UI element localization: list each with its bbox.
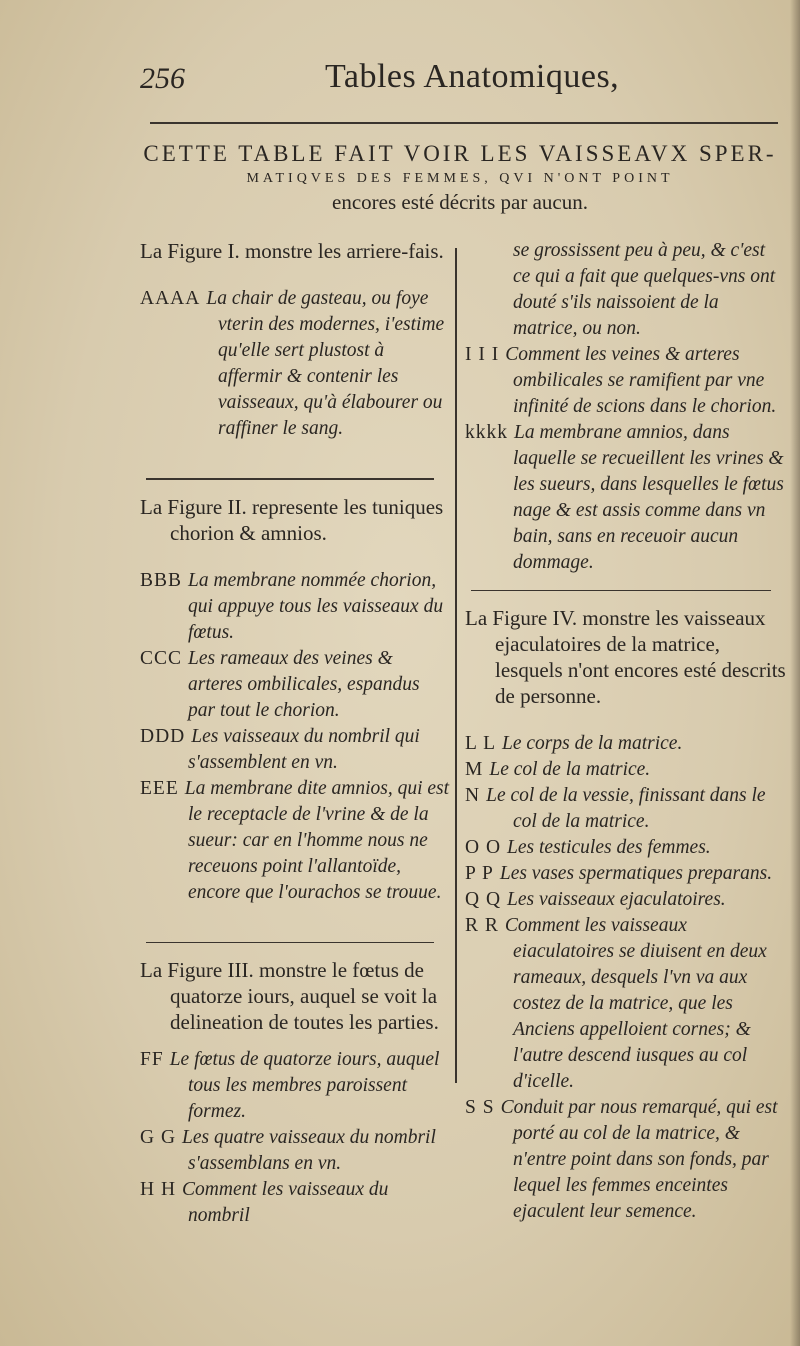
entry-key: kkkk [465, 422, 508, 443]
entry-text: Comment les vaisseaux eiaculatoires se diuisent en deux rameaux, desquels l'vn va aux costez de la matrice, que les Anciens appelloient cornes; & l'autre descend iusques au col d'icelle. [504, 915, 767, 1092]
figure-1-caption: La Figure I. monstre les arriere-fais. [140, 239, 444, 263]
entry-key: L L [465, 733, 496, 754]
entry-key: N [465, 785, 481, 806]
entry-text: Les quatre vaisseaux du nombril s'assemblans en vn. [182, 1127, 436, 1174]
entry-key: O O [465, 837, 502, 858]
legend-entry [140, 776, 450, 906]
legend-entry [465, 783, 787, 835]
figure-2-caption: La Figure II. represente les tuniques chorion & amnios. [140, 495, 444, 545]
figure-3-caption: La Figure III. monstre le fœtus de quatorze iours, auquel se voit la delineation de toutes les parties. [140, 958, 439, 1034]
entry-text: Les testicules des femmes. [507, 837, 711, 858]
legend-entry [140, 1177, 450, 1229]
entry-text: Les vaisseaux du nombril qui s'assemblent en vn. [188, 726, 420, 773]
left-column [140, 238, 450, 1229]
heading-line-1: CETTE TABLE FAIT VOIR LES VAISSEAVX SPER- [143, 141, 777, 166]
column-divider [455, 248, 457, 1083]
section-rule [471, 590, 771, 591]
heading-line-2: MATIQVES DES FEMMES, QVI N'ONT POINT [246, 171, 674, 186]
legend-entry [465, 913, 787, 1095]
entry-text: Conduit par nous remarqué, qui est porté au col de la matrice, & n'entre point dans son fonds, par lequel les femmes enceintes ejaculent leur semence. [500, 1097, 778, 1222]
running-head [140, 58, 780, 108]
legend-entry [140, 646, 450, 724]
entry-key: BBB [140, 570, 183, 591]
legend-entry [140, 1125, 450, 1177]
entry-key: I I I [465, 344, 500, 365]
entry-key: FF [140, 1049, 164, 1070]
heading-line-3: encores esté décrits par aucun. [332, 190, 588, 214]
figure-4-caption: La Figure IV. monstre les vaisseaux ejaculatoires de la matrice, lesquels n'ont encores esté descrits de personne. [465, 606, 786, 708]
entry-key: Q Q [465, 889, 502, 910]
entry-key: CCC [140, 648, 183, 669]
entry-key: AAAA [140, 288, 201, 309]
entry-key: G G [140, 1127, 177, 1148]
entry-key: M [465, 759, 484, 780]
entry-key: P P [465, 863, 494, 884]
legend-entry [465, 731, 787, 757]
page-number: 256 [140, 62, 185, 95]
entry-key: R R [465, 915, 499, 936]
legend-entry [140, 286, 450, 442]
entry-text: La membrane dite amnios, qui est le receptacle de l'vrine & de la sueur: car en l'homme nous ne receuons point l'allantoïde, encore que l'ourachos se trouue. [184, 778, 450, 903]
entry-text: Les vaisseaux ejaculatoires. [507, 889, 726, 910]
right-column [465, 238, 787, 1225]
running-title: Tables Anatomiques, [325, 58, 620, 95]
table-heading [135, 140, 785, 214]
entry-text: La membrane amnios, dans laquelle se recueillent les vrines & les sueurs, dans lesquelles le fœtus nage & est assis comme dans vn bain, sans en receuoir aucun dommage. [513, 422, 784, 573]
entry-text: La chair de gasteau, ou foye vterin des modernes, i'estime qu'elle sert plustost à affermir & contenir les vaisseaux, qu'à élabourer ou raffiner le sang. [206, 288, 445, 439]
entry-text: Le corps de la matrice. [501, 733, 683, 754]
header-rule [150, 122, 778, 124]
entry-text: Le fœtus de quatorze iours, auquel tous les membres paroissent formez. [169, 1049, 440, 1122]
legend-entry [465, 835, 787, 861]
entry-key: S S [465, 1097, 495, 1118]
entry-text: Les rameaux des veines & arteres ombilicales, espandus par tout le chorion. [188, 648, 420, 721]
legend-entry [465, 887, 787, 913]
section-rule [146, 942, 434, 943]
entry-text: La membrane nommée chorion, qui appuye tous les vaisseaux du fœtus. [188, 570, 444, 643]
entry-text: Comment les vaisseaux du nombril [182, 1179, 389, 1226]
legend-entry [465, 757, 787, 783]
entry-text: Les vases spermatiques preparans. [499, 863, 773, 884]
legend-entry [140, 1047, 450, 1125]
legend-entry [465, 420, 787, 576]
entry-key: H H [140, 1179, 177, 1200]
continued-entry-text: se grossissent peu à peu, & c'est ce qui a fait que quelques-vns ont douté s'ils naissoient de la matrice, ou non. [513, 240, 776, 339]
entry-key: DDD [140, 726, 186, 747]
entry-text: Le col de la matrice. [489, 759, 651, 780]
legend-entry [465, 1095, 787, 1225]
legend-entry [140, 568, 450, 646]
entry-key: EEE [140, 778, 179, 799]
page-edge-shadow [790, 0, 800, 1346]
entry-text: Comment les veines & arteres ombilicales se ramifient par vne infinité de scions dans le chorion. [505, 344, 777, 417]
legend-entry [465, 861, 787, 887]
legend-entry [465, 342, 787, 420]
legend-entry [140, 724, 450, 776]
entry-text: Le col de la vessie, finissant dans le col de la matrice. [486, 785, 766, 832]
section-rule [146, 478, 434, 480]
